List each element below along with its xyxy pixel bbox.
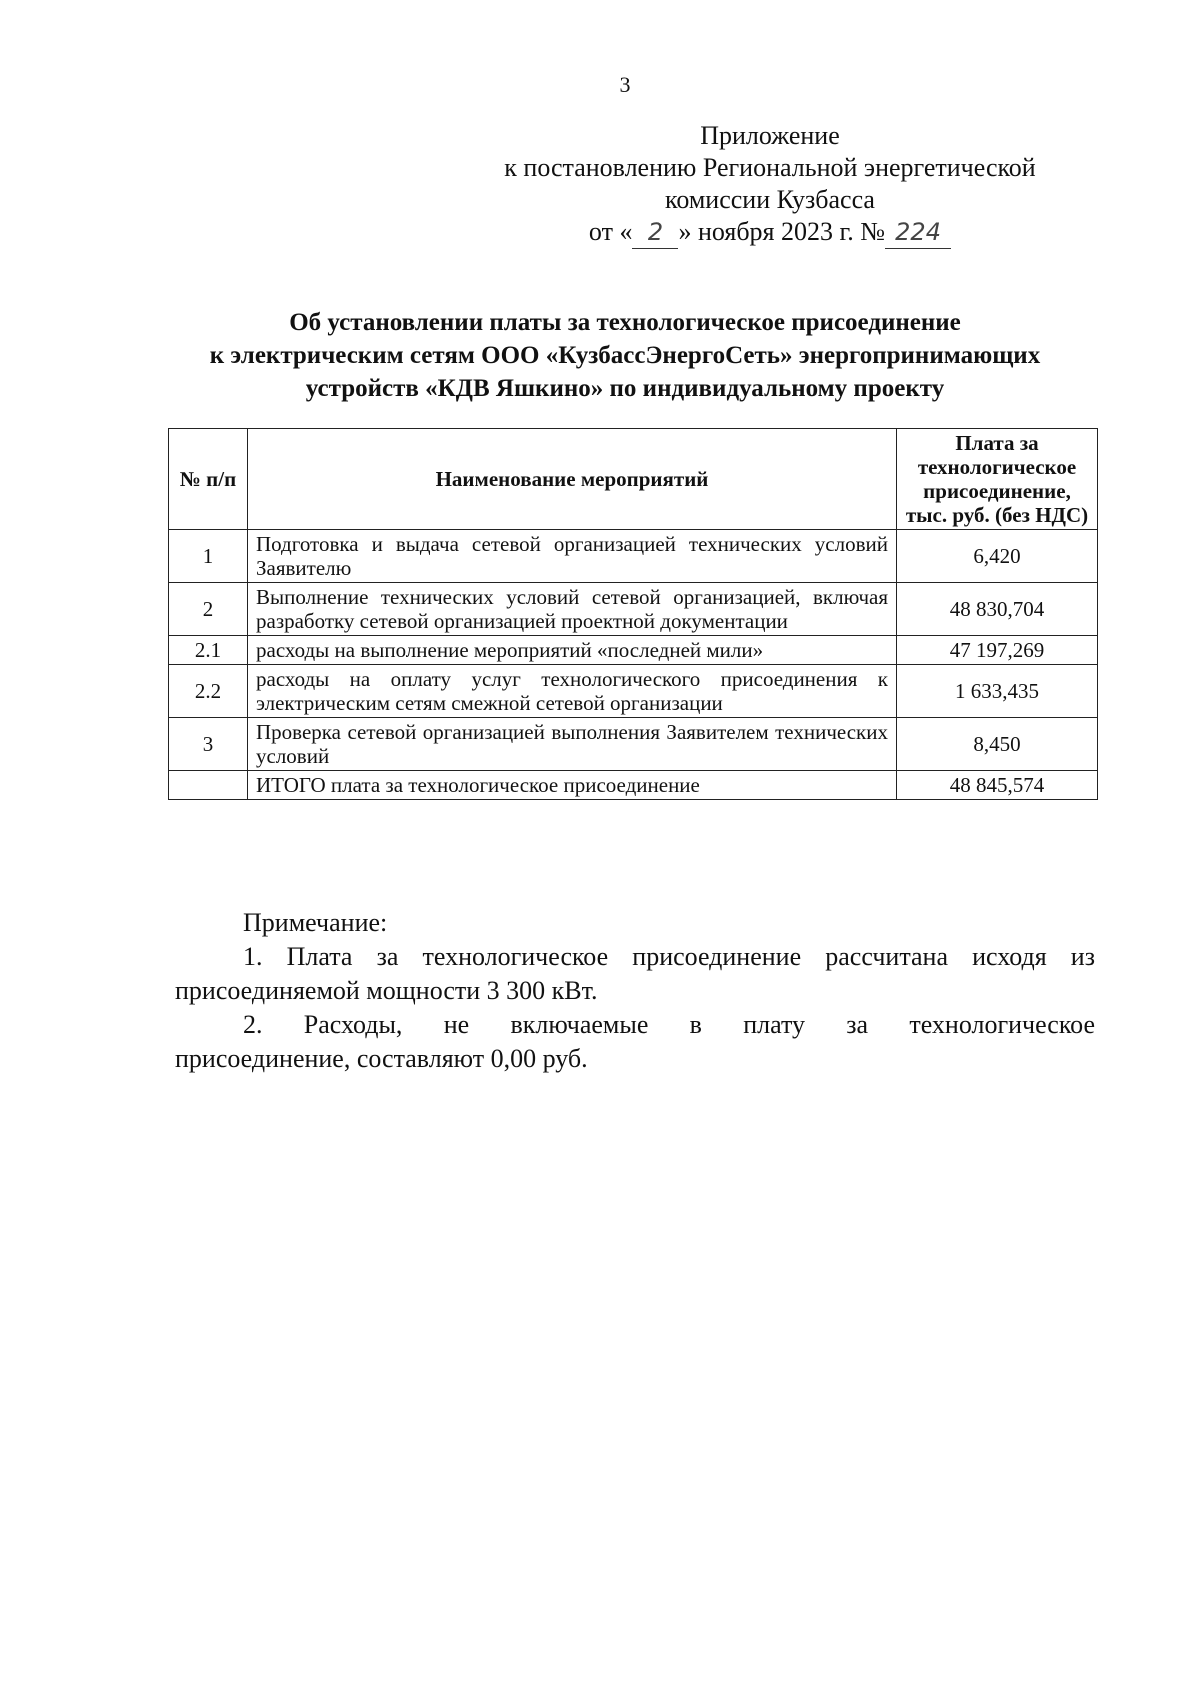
notes-block — [175, 906, 1095, 1076]
header-fee: Плата за технологическое присоединение, тыс. руб. (без НДС) — [897, 429, 1098, 530]
row-num: 2.1 — [169, 636, 248, 665]
row-name: расходы на оплату услуг технологического присоединения к электрическим сетям смежной сетевой организации — [248, 665, 897, 718]
title-line-2: к электрическим сетям ООО «КузбассЭнергоСеть» энергопринимающих — [209, 342, 1041, 369]
table-row — [169, 530, 1098, 583]
date-middle: » ноября 2023 г. № — [678, 217, 886, 246]
row-num: 3 — [169, 718, 248, 771]
handwritten-day: 2 — [632, 216, 678, 249]
table-total-row — [169, 771, 1098, 800]
header-num: № п/п — [169, 429, 248, 530]
row-name: расходы на выполнение мероприятий «последней мили» — [248, 636, 897, 665]
table-row — [169, 636, 1098, 665]
table-header-row — [169, 429, 1098, 530]
total-name: ИТОГО плата за технологическое присоединение — [248, 771, 897, 800]
row-name: Проверка сетевой организацией выполнения Заявителем технических условий — [248, 718, 897, 771]
title-line-1: Об установлении платы за технологическое присоединение — [289, 309, 961, 336]
table-row — [169, 583, 1098, 636]
row-num: 2 — [169, 583, 248, 636]
table-row — [169, 665, 1098, 718]
appendix-resolution: к постановлению Региональной энергетической — [504, 153, 1036, 182]
note-1-line-2: присоединяемой мощности 3 300 кВт. — [175, 976, 598, 1005]
title-line-3: устройств «КДВ Яшкино» по индивидуальному проекту — [305, 375, 945, 402]
total-num — [169, 771, 248, 800]
row-fee: 1 633,435 — [897, 665, 1098, 718]
note-1-line-1: 1. Плата за технологическое присоединение рассчитана исходя из — [243, 942, 1095, 971]
note-2-line-2: присоединение, составляют 0,00 руб. — [175, 1044, 588, 1073]
page-number: 3 — [619, 72, 631, 97]
row-name: Выполнение технических условий сетевой организацией, включая разработку сетевой организацией проектной документации — [248, 583, 897, 636]
table-row — [169, 718, 1098, 771]
appendix-block — [470, 120, 1070, 249]
row-num: 1 — [169, 530, 248, 583]
appendix-date-line — [470, 216, 1070, 249]
note-2-line-1: 2. Расходы, не включаемые в плату за технологическое — [243, 1010, 1095, 1039]
total-fee: 48 845,574 — [897, 771, 1098, 800]
notes-heading: Примечание: — [243, 908, 388, 937]
row-name: Подготовка и выдача сетевой организацией технических условий Заявителю — [248, 530, 897, 583]
document-title — [150, 306, 1100, 405]
header-name: Наименование мероприятий — [248, 429, 897, 530]
row-num: 2.2 — [169, 665, 248, 718]
row-fee: 6,420 — [897, 530, 1098, 583]
handwritten-number: 224 — [885, 216, 951, 249]
appendix-commission: комиссии Кузбасса — [665, 185, 875, 214]
date-prefix: от « — [588, 217, 633, 246]
appendix-label: Приложение — [700, 121, 840, 150]
row-fee: 8,450 — [897, 718, 1098, 771]
row-fee: 47 197,269 — [897, 636, 1098, 665]
row-fee: 48 830,704 — [897, 583, 1098, 636]
fees-table — [168, 428, 1098, 800]
